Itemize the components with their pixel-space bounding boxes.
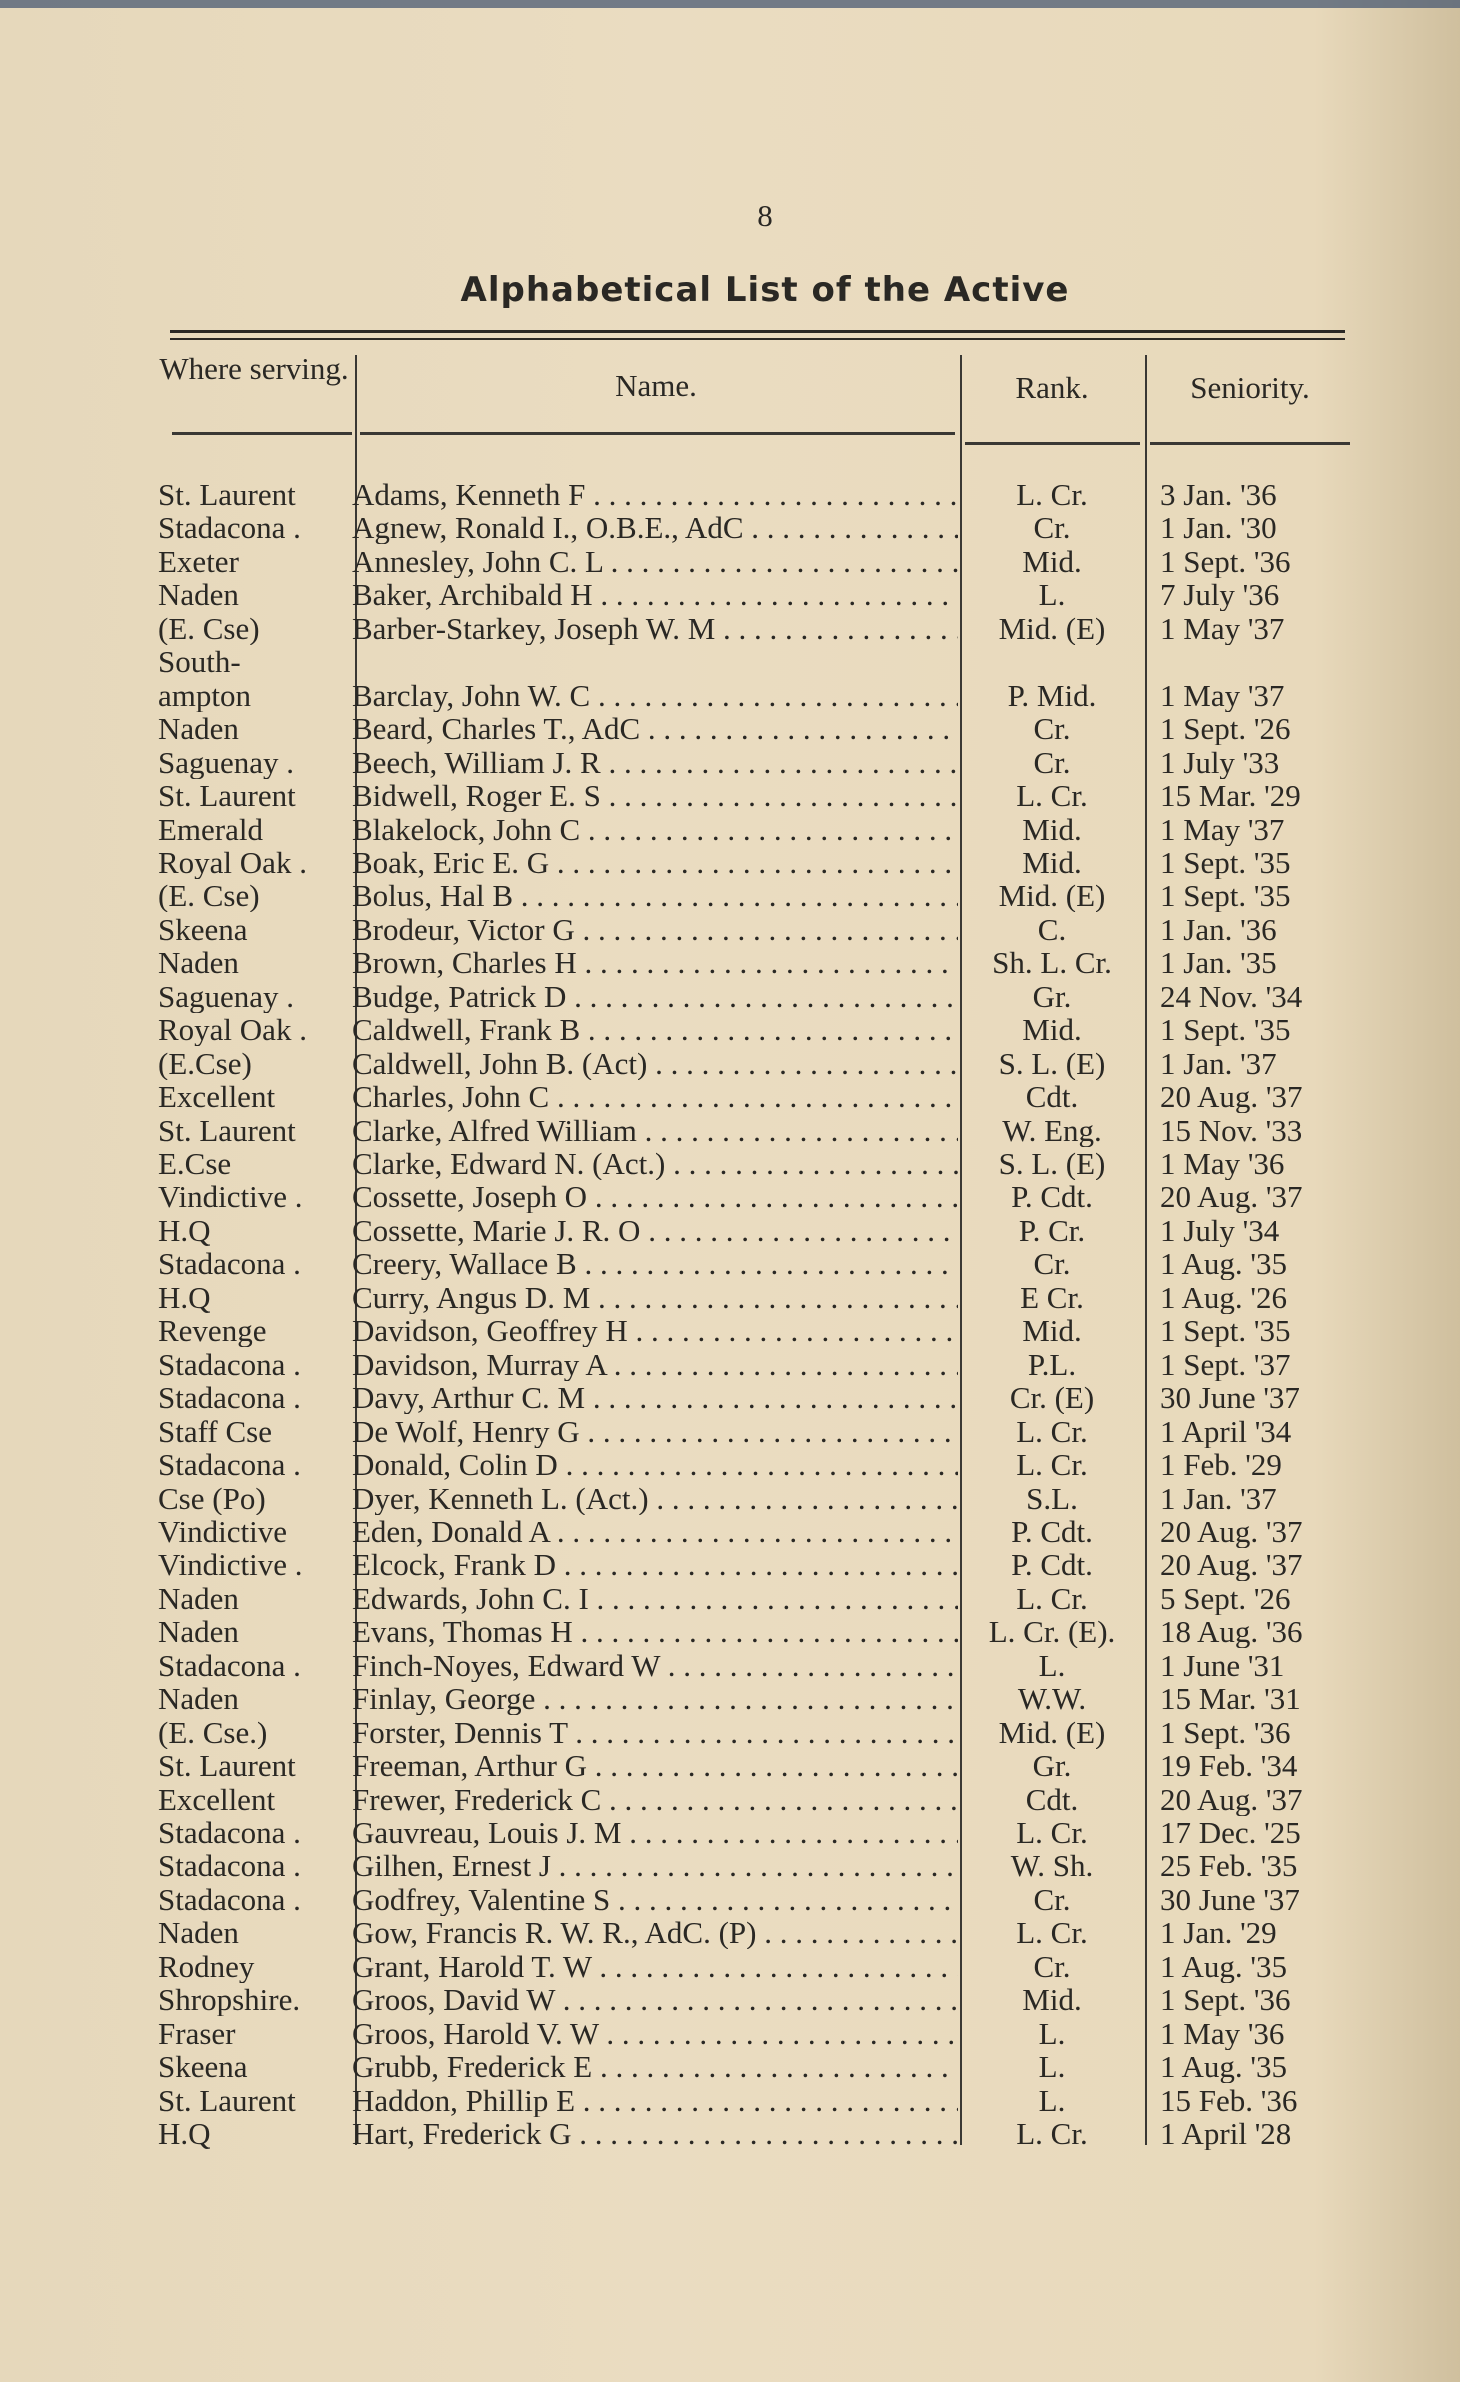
seniority-cell: 1 May '37 bbox=[1160, 812, 1285, 846]
where-serving-cell: Stadacona . bbox=[158, 1882, 301, 1916]
header-underline bbox=[1150, 442, 1350, 445]
rank-cell: P. Cdt. bbox=[1011, 1180, 1093, 1214]
table-row bbox=[0, 1849, 1460, 1882]
seniority-cell: 1 Sept. '35 bbox=[1160, 845, 1291, 879]
where-serving-cell: Naden bbox=[158, 578, 239, 612]
seniority-cell: 1 Sept. '35 bbox=[1160, 1013, 1291, 1047]
table-row bbox=[0, 1147, 1460, 1180]
seniority-cell: 20 Aug. '37 bbox=[1160, 1514, 1303, 1548]
rank-cell: L. bbox=[1038, 2050, 1066, 2084]
seniority-cell: 1 Aug. '35 bbox=[1160, 1949, 1288, 1983]
seniority-cell: 1 Feb. '29 bbox=[1160, 1448, 1282, 1482]
seniority-cell: 15 Nov. '33 bbox=[1160, 1113, 1303, 1147]
officer-name-cell: Boak, Eric E. G . . . bbox=[352, 846, 958, 879]
seniority-cell: 1 Aug. '35 bbox=[1160, 1247, 1288, 1281]
seniority-cell: 1 Jan. '36 bbox=[1160, 912, 1277, 946]
table-row bbox=[0, 1883, 1460, 1916]
officer-name-cell: Cossette, Joseph O . . . bbox=[352, 1180, 958, 1213]
where-serving-cell: Stadacona . bbox=[158, 1648, 301, 1682]
officer-name-cell: Blakelock, John C . . . bbox=[352, 813, 958, 846]
table-row bbox=[0, 1716, 1460, 1749]
officer-name-cell: Groos, Harold V. W . . . bbox=[352, 2017, 958, 2050]
table-row bbox=[0, 1548, 1460, 1581]
officer-name-cell: Brodeur, Victor G . . . bbox=[352, 913, 958, 946]
table-row bbox=[0, 612, 1460, 645]
rank-cell: Cdt. bbox=[1025, 1782, 1079, 1816]
rank-cell: Cr. bbox=[1033, 1882, 1071, 1916]
officer-name-cell: Gauvreau, Louis J. M . . . bbox=[352, 1816, 958, 1849]
table-row bbox=[0, 1816, 1460, 1849]
where-serving-cell: Excellent bbox=[158, 1080, 276, 1114]
where-serving-cell: Saguenay . bbox=[158, 979, 295, 1013]
seniority-cell: 1 Sept. '37 bbox=[1160, 1347, 1291, 1381]
table-row bbox=[0, 478, 1460, 511]
table-row bbox=[0, 1749, 1460, 1782]
seniority-cell: 19 Feb. '34 bbox=[1160, 1749, 1298, 1783]
table-row bbox=[0, 846, 1460, 879]
seniority-cell: 15 Feb. '36 bbox=[1160, 2083, 1298, 2117]
where-serving-cell: (E. Cse.) bbox=[158, 1715, 268, 1749]
where-serving-cell: Naden bbox=[158, 1581, 239, 1615]
where-serving-cell: Stadacona . bbox=[158, 1816, 301, 1849]
officer-name-cell: Agnew, Ronald I., O.B.E., AdC . . . bbox=[352, 511, 958, 544]
rank-cell: C. bbox=[1037, 912, 1067, 946]
seniority-cell: 1 Aug. '26 bbox=[1160, 1280, 1288, 1314]
where-serving-cell: H.Q bbox=[158, 2117, 211, 2151]
seniority-cell: 1 Sept. '36 bbox=[1160, 544, 1291, 578]
seniority-cell: 15 Mar. '31 bbox=[1160, 1682, 1301, 1716]
table-row bbox=[0, 2117, 1460, 2150]
seniority-cell: 30 June '37 bbox=[1160, 1882, 1300, 1916]
column-header-where-serving: Where serving. bbox=[159, 351, 349, 386]
rank-cell: Mid. bbox=[1022, 812, 1082, 846]
table-row bbox=[0, 1080, 1460, 1113]
officer-name-cell: Gilhen, Ernest J . . . bbox=[352, 1849, 958, 1882]
table-row bbox=[0, 946, 1460, 979]
table-row bbox=[0, 1214, 1460, 1247]
seniority-cell: 1 Sept. '26 bbox=[1160, 712, 1291, 746]
where-serving-cell: (E. Cse) bbox=[158, 611, 260, 645]
seniority-cell: 1 Sept. '36 bbox=[1160, 1983, 1291, 2017]
officer-name-cell: Brown, Charles H . . . bbox=[352, 946, 958, 979]
seniority-cell: 1 Sept. '35 bbox=[1160, 1314, 1291, 1348]
rank-cell: W. Sh. bbox=[1010, 1849, 1094, 1883]
rank-cell: Gr. bbox=[1032, 979, 1072, 1013]
seniority-cell: 18 Aug. '36 bbox=[1160, 1615, 1303, 1649]
where-serving-cell: Rodney bbox=[158, 1949, 255, 1983]
table-row bbox=[0, 913, 1460, 946]
table-row bbox=[0, 1649, 1460, 1682]
seniority-cell: 1 June '31 bbox=[1160, 1648, 1285, 1682]
where-serving-cell: Fraser bbox=[158, 2016, 236, 2050]
where-serving-cell: Naden bbox=[158, 1615, 239, 1649]
officer-name-cell: Budge, Patrick D . . . bbox=[352, 980, 958, 1013]
header-underline bbox=[172, 432, 352, 435]
officer-name-cell: Forster, Dennis T . . . bbox=[352, 1716, 958, 1749]
seniority-cell: 1 May '37 bbox=[1160, 678, 1285, 712]
where-serving-cell: Excellent bbox=[158, 1782, 276, 1816]
table-row bbox=[0, 1314, 1460, 1347]
where-serving-cell: H.Q bbox=[158, 1213, 211, 1247]
rank-cell: Mid. (E) bbox=[998, 611, 1106, 645]
rank-cell: L. Cr. bbox=[1016, 1414, 1088, 1448]
rank-cell: W. Eng. bbox=[1002, 1113, 1102, 1147]
officer-name-cell: Barclay, John W. C . . . bbox=[352, 679, 958, 712]
where-serving-cell: Stadacona . bbox=[158, 1381, 301, 1415]
rank-cell: Mid. (E) bbox=[998, 1715, 1106, 1749]
officer-name-cell: Creery, Wallace B . . . bbox=[352, 1247, 958, 1280]
rank-cell: Mid. bbox=[1022, 1013, 1082, 1047]
where-serving-cell: Shropshire. bbox=[158, 1983, 301, 2017]
rank-cell: P. Mid. bbox=[1007, 678, 1097, 712]
seniority-cell: 1 April '34 bbox=[1160, 1414, 1292, 1448]
where-serving-cell: Naden bbox=[158, 712, 239, 746]
seniority-cell: 7 July '36 bbox=[1160, 578, 1280, 612]
heading-rule-top bbox=[170, 330, 1345, 333]
table-row bbox=[0, 511, 1460, 544]
rank-cell: S. L. (E) bbox=[998, 1147, 1106, 1180]
table-row bbox=[0, 1582, 1460, 1615]
officer-name-cell: Clarke, Alfred William . . . bbox=[352, 1114, 958, 1147]
officer-name-cell: Grubb, Frederick E . . . bbox=[352, 2050, 958, 2083]
seniority-cell: 20 Aug. '37 bbox=[1160, 1180, 1303, 1214]
where-serving-cell: (E.Cse) bbox=[158, 1046, 252, 1080]
where-serving-cell: Emerald bbox=[158, 812, 264, 846]
officer-name-cell: Charles, John C . . . bbox=[352, 1080, 958, 1113]
where-serving-cell: Skeena bbox=[158, 2050, 248, 2084]
officer-name-cell: Bolus, Hal B . . . bbox=[352, 879, 958, 912]
table-row bbox=[0, 2084, 1460, 2117]
seniority-cell: 5 Sept. '26 bbox=[1160, 1581, 1291, 1615]
rank-cell: L. bbox=[1038, 2016, 1066, 2050]
rank-cell: L. Cr. bbox=[1016, 779, 1088, 813]
rank-cell: Cr. bbox=[1033, 745, 1071, 779]
officer-name-cell: Grant, Harold T. W . . . bbox=[352, 1950, 958, 1983]
rank-cell: Cr. bbox=[1033, 1949, 1071, 1983]
officer-name-cell: Adams, Kenneth F . . . bbox=[352, 478, 958, 511]
where-serving-cell: Vindictive . bbox=[158, 1548, 303, 1582]
officer-name-cell: Frewer, Frederick C . . . bbox=[352, 1783, 958, 1816]
rank-cell: L. Cr. bbox=[1016, 1581, 1088, 1615]
where-serving-cell: Naden bbox=[158, 1916, 239, 1950]
seniority-cell: 3 Jan. '36 bbox=[1160, 478, 1277, 511]
where-serving-cell: Revenge bbox=[158, 1314, 267, 1348]
where-serving-cell: Vindictive bbox=[158, 1514, 287, 1548]
table-row bbox=[0, 1916, 1460, 1949]
officer-name-cell: Finch-Noyes, Edward W . . . bbox=[352, 1649, 958, 1682]
officer-name-cell: Annesley, John C. L . . . bbox=[352, 545, 958, 578]
table-row bbox=[0, 1114, 1460, 1147]
officer-name-cell: Caldwell, John B. (Act) . . . bbox=[352, 1047, 958, 1080]
rank-cell: S.L. bbox=[1026, 1481, 1078, 1515]
seniority-cell: 1 Jan. '30 bbox=[1160, 511, 1277, 545]
where-serving-cell: St. Laurent bbox=[158, 1749, 296, 1783]
where-serving-cell: Naden bbox=[158, 946, 239, 980]
officer-name-cell: Gow, Francis R. W. R., AdC. (P) . . . bbox=[352, 1916, 958, 1949]
seniority-cell: 20 Aug. '37 bbox=[1160, 1548, 1303, 1582]
rank-cell: W.W. bbox=[1017, 1682, 1087, 1716]
where-serving-cell: St. Laurent bbox=[158, 2083, 296, 2117]
table-row bbox=[0, 712, 1460, 745]
where-serving-cell: Naden bbox=[158, 1682, 239, 1716]
rank-cell: Gr. bbox=[1032, 1749, 1072, 1783]
rank-cell: Mid. bbox=[1022, 1314, 1082, 1348]
officer-name-cell: Clarke, Edward N. (Act.) . . . bbox=[352, 1147, 958, 1180]
officer-name-cell: Eden, Donald A . . . bbox=[352, 1515, 958, 1548]
officer-name-cell: Baker, Archibald H . . . bbox=[352, 578, 958, 611]
where-serving-cell: Stadacona . bbox=[158, 511, 301, 545]
table-row bbox=[0, 1515, 1460, 1548]
rank-cell: L. Cr. bbox=[1016, 1916, 1088, 1950]
rank-cell: L. Cr. (E). bbox=[988, 1615, 1116, 1649]
rank-cell: L. bbox=[1038, 1648, 1066, 1682]
officer-name-cell: Beard, Charles T., AdC . . . bbox=[352, 712, 958, 745]
where-serving-cell: H.Q bbox=[158, 1280, 211, 1314]
rank-cell: Cdt. bbox=[1025, 1080, 1079, 1114]
seniority-cell: 17 Dec. '25 bbox=[1160, 1816, 1301, 1849]
officer-name-cell: Bidwell, Roger E. S . . . bbox=[352, 779, 958, 812]
rank-cell: L. Cr. bbox=[1016, 478, 1088, 511]
where-serving-cell: Exeter bbox=[158, 544, 239, 578]
where-serving-cell: Stadacona . bbox=[158, 1347, 301, 1381]
rank-cell: L. bbox=[1038, 2083, 1066, 2117]
rank-cell: S. L. (E) bbox=[998, 1046, 1106, 1080]
officer-name-cell: Davy, Arthur C. M . . . bbox=[352, 1381, 958, 1414]
officer-name-cell: Curry, Angus D. M . . . bbox=[352, 1281, 958, 1314]
seniority-cell: 1 Jan. '37 bbox=[1160, 1481, 1277, 1515]
officer-name-cell: Davidson, Geoffrey H . . . bbox=[352, 1314, 958, 1347]
rank-cell: Cr. bbox=[1033, 1247, 1071, 1281]
seniority-cell: 1 May '37 bbox=[1160, 611, 1285, 645]
officer-name-cell: Edwards, John C. I . . . bbox=[352, 1582, 958, 1615]
officer-name-cell: Cossette, Marie J. R. O . . . bbox=[352, 1214, 958, 1247]
column-header-seniority: Seniority. bbox=[1190, 370, 1310, 405]
table-row bbox=[0, 813, 1460, 846]
officer-name-cell: Finlay, George . . . bbox=[352, 1682, 958, 1715]
where-serving-cell: St. Laurent bbox=[158, 779, 296, 813]
table-row bbox=[0, 1615, 1460, 1648]
seniority-cell: 1 July '33 bbox=[1160, 745, 1280, 779]
seniority-cell: 1 May '36 bbox=[1160, 1147, 1285, 1180]
table-row bbox=[0, 1482, 1460, 1515]
officer-name-cell: De Wolf, Henry G . . . bbox=[352, 1415, 958, 1448]
where-serving-cell: Saguenay . bbox=[158, 745, 295, 779]
seniority-cell: 20 Aug. '37 bbox=[1160, 1782, 1303, 1816]
rank-cell: P. Cr. bbox=[1018, 1213, 1086, 1247]
officer-name-cell: Freeman, Arthur G . . . bbox=[352, 1749, 958, 1782]
column-header-name: Name. bbox=[615, 368, 697, 403]
officer-name-cell: Elcock, Frank D . . . bbox=[352, 1548, 958, 1581]
table-row bbox=[0, 1950, 1460, 1983]
rank-cell: Cr. bbox=[1033, 712, 1071, 746]
seniority-cell: 1 April '28 bbox=[1160, 2117, 1292, 2151]
table-row bbox=[0, 1013, 1460, 1046]
rank-cell: Cr. (E) bbox=[1009, 1381, 1095, 1415]
table-row bbox=[0, 1783, 1460, 1816]
table-row bbox=[0, 1247, 1460, 1280]
officer-name-cell: Evans, Thomas H . . . bbox=[352, 1615, 958, 1648]
seniority-cell: 20 Aug. '37 bbox=[1160, 1080, 1303, 1114]
rank-cell: P. Cdt. bbox=[1011, 1548, 1093, 1582]
officer-name-cell: Donald, Colin D . . . bbox=[352, 1448, 958, 1481]
officer-name-cell: Dyer, Kenneth L. (Act.) . . . bbox=[352, 1482, 958, 1515]
seniority-cell: 1 Sept. '36 bbox=[1160, 1715, 1291, 1749]
seniority-cell: 1 July '34 bbox=[1160, 1213, 1280, 1247]
seniority-cell: 1 Sept. '35 bbox=[1160, 879, 1291, 913]
officer-name-cell: Hart, Frederick G . . . bbox=[352, 2117, 958, 2150]
where-serving-cell: Cse (Po) bbox=[158, 1481, 266, 1515]
rank-cell: L. Cr. bbox=[1016, 1448, 1088, 1482]
table-row bbox=[0, 1381, 1460, 1414]
table-row bbox=[0, 645, 1460, 678]
table-row bbox=[0, 1047, 1460, 1080]
rank-cell: L. Cr. bbox=[1016, 2117, 1088, 2151]
table-row bbox=[0, 1682, 1460, 1715]
where-serving-cell: St. Laurent bbox=[158, 1113, 296, 1147]
rank-cell: Mid. bbox=[1022, 544, 1082, 578]
table-row bbox=[0, 2017, 1460, 2050]
top-edge-band bbox=[0, 0, 1460, 8]
seniority-cell: 1 May '36 bbox=[1160, 2016, 1285, 2050]
rank-cell: E Cr. bbox=[1020, 1280, 1084, 1314]
table-row bbox=[0, 1348, 1460, 1381]
rank-cell: P. Cdt. bbox=[1011, 1514, 1093, 1548]
rank-cell: L. Cr. bbox=[1016, 1816, 1088, 1849]
rank-cell: Mid. (E) bbox=[998, 879, 1106, 913]
seniority-cell: 15 Mar. '29 bbox=[1160, 779, 1301, 813]
seniority-cell: 1 Jan. '37 bbox=[1160, 1046, 1277, 1080]
header-underline bbox=[360, 432, 955, 435]
where-serving-cell: South- bbox=[158, 645, 241, 679]
column-header-rank: Rank. bbox=[1015, 370, 1089, 405]
rank-cell: P.L. bbox=[1027, 1347, 1077, 1381]
officer-name-cell: Caldwell, Frank B . . . bbox=[352, 1013, 958, 1046]
where-serving-cell: Stadacona . bbox=[158, 1247, 301, 1281]
rank-cell: Mid. bbox=[1022, 845, 1082, 879]
where-serving-cell: St. Laurent bbox=[158, 478, 296, 511]
seniority-cell: 1 Jan. '35 bbox=[1160, 946, 1277, 980]
rank-cell: Mid. bbox=[1022, 1983, 1082, 2017]
where-serving-cell: Stadacona . bbox=[158, 1849, 301, 1883]
officer-name-cell: Haddon, Phillip E . . . bbox=[352, 2084, 958, 2117]
table-row bbox=[0, 879, 1460, 912]
table-row bbox=[0, 746, 1460, 779]
where-serving-cell: (E. Cse) bbox=[158, 879, 260, 913]
table-row bbox=[0, 1281, 1460, 1314]
seniority-cell: 1 Jan. '29 bbox=[1160, 1916, 1277, 1950]
officer-name-cell: Godfrey, Valentine S . . . bbox=[352, 1883, 958, 1916]
page-number: 8 bbox=[757, 198, 773, 233]
table-row bbox=[0, 1415, 1460, 1448]
header-underline bbox=[965, 442, 1140, 445]
officer-name-cell: Davidson, Murray A . . . bbox=[352, 1348, 958, 1381]
where-serving-cell: Royal Oak . bbox=[158, 845, 307, 879]
page-heading: Alphabetical List of the Active bbox=[460, 270, 1070, 310]
seniority-cell: 24 Nov. '34 bbox=[1160, 979, 1303, 1013]
seniority-cell: 30 June '37 bbox=[1160, 1381, 1300, 1415]
rank-cell: Sh. L. Cr. bbox=[992, 946, 1112, 980]
where-serving-cell: Skeena bbox=[158, 912, 248, 946]
where-serving-cell: Royal Oak . bbox=[158, 1013, 307, 1047]
table-row bbox=[0, 679, 1460, 712]
table-row bbox=[0, 980, 1460, 1013]
officer-name-cell: Groos, David W . . . bbox=[352, 1983, 958, 2016]
table-row bbox=[0, 578, 1460, 611]
table-row bbox=[0, 1983, 1460, 2016]
heading-rule-bottom bbox=[170, 338, 1345, 340]
seniority-cell: 1 Aug. '35 bbox=[1160, 2050, 1288, 2084]
table-row bbox=[0, 545, 1460, 578]
table-row bbox=[0, 1180, 1460, 1213]
seniority-cell: 25 Feb. '35 bbox=[1160, 1849, 1298, 1883]
rank-cell: Cr. bbox=[1033, 511, 1071, 545]
where-serving-cell: ampton bbox=[158, 678, 251, 712]
where-serving-cell: E.Cse bbox=[158, 1147, 232, 1180]
rank-cell: L. bbox=[1038, 578, 1066, 612]
where-serving-cell: Vindictive . bbox=[158, 1180, 303, 1214]
officer-name-cell: Barber-Starkey, Joseph W. M . . . bbox=[352, 612, 958, 645]
table-row bbox=[0, 2050, 1460, 2083]
where-serving-cell: Stadacona . bbox=[158, 1448, 301, 1482]
table-row bbox=[0, 779, 1460, 812]
where-serving-cell: Staff Cse bbox=[158, 1414, 272, 1448]
officer-name-cell: Beech, William J. R . . . bbox=[352, 746, 958, 779]
table-row bbox=[0, 1448, 1460, 1481]
